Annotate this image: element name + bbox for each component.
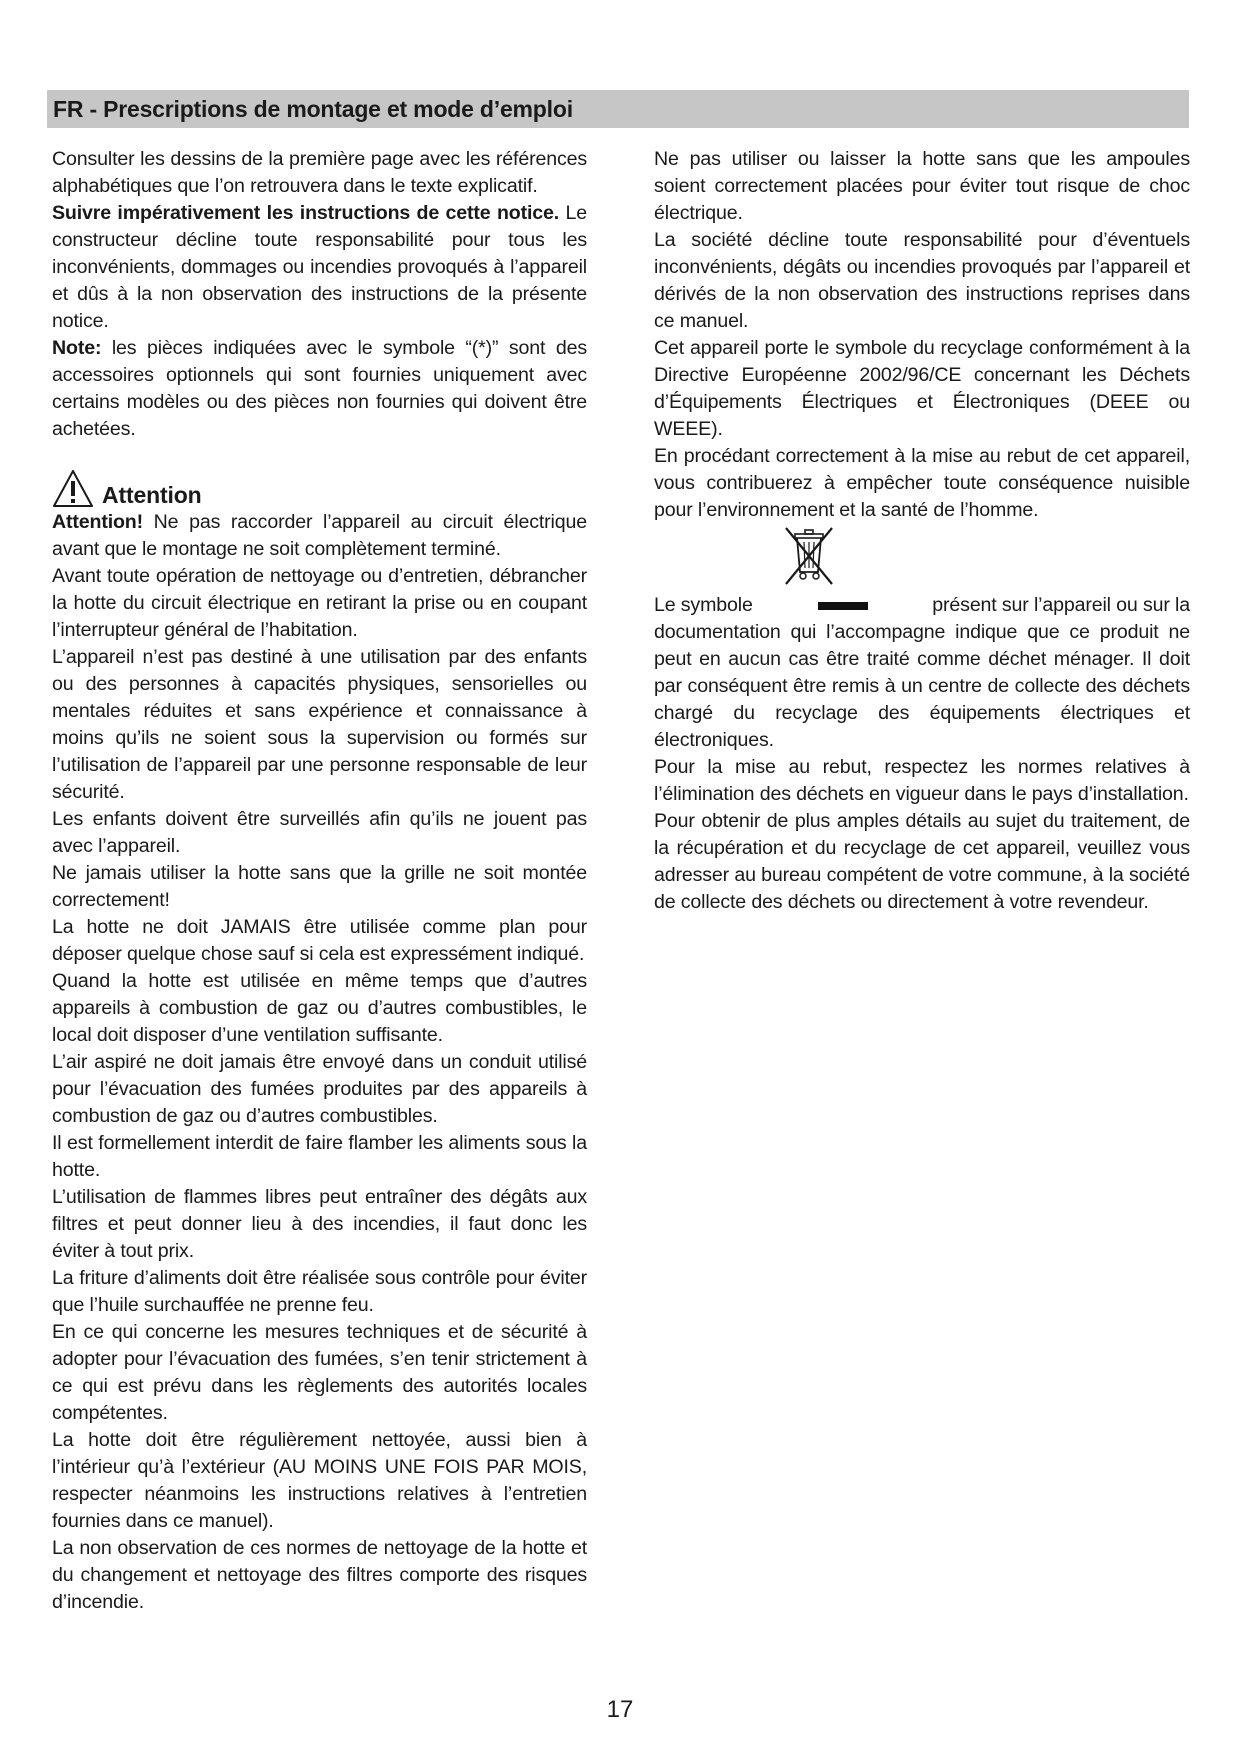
paragraph-ventilation: Quand la hotte est utilisée en même temps que d’autres appareils à combustion de gaz ou d’autres combustibles, le local doit disposer d’une ventilation suffisante. [52,970,587,1046]
warning-triangle-icon [52,469,102,509]
paragraph-frying: La friture d’aliments doit être réalisée sous contrôle pour éviter que l’huile surchauffée ne prenne feu. [52,1267,587,1316]
black-bar-icon [818,602,868,610]
notice-text: Le constructeur décline toute responsabilité pour tous les inconvénients, dommages ou incendies provoqués à l’appareil et dûs à la non observation des instructions de la présente notice. [52,202,588,332]
attention-text: Ne pas raccorder l’appareil au circuit électrique avant que le montage ne soit complètement terminé. [52,511,587,560]
section-header [47,90,1189,128]
paragraph-cleaning: Avant toute opération de nettoyage ou d’entretien, débrancher la hotte du circuit électrique en retirant la prise ou en coupant l’interrupteur général de l’habitation. [52,565,587,641]
intro-paragraph: Consulter les dessins de la première page avec les références alphabétiques que l’on retrouvera dans le texte explicatif. [52,148,587,197]
crossed-out-wheelie-bin-icon [780,524,838,592]
paragraph-children-use: L’appareil n’est pas destiné à une utilisation par des enfants ou des personnes à capacités physiques, sensorielles ou mentales réduites et sans expérience et connaissance à moins qu’ils ne soient sous la supervision ou formés sur l’utilisation de l’appareil par une personne responsable de leur sécurité. [52,646,587,803]
paragraph-weee-directive: Cet appareil porte le symbole du recyclage conformément à la Directive Européenne 2002/96/CE concernant les Déchets d’Équipements Électriques et Électroniques (DEEE ou WEEE). [654,337,1190,440]
weee-symbol-row [654,524,1190,592]
paragraph-flambe: Il est formellement interdit de faire flamber les aliments sous la hotte. [52,1132,587,1181]
note-paragraph [52,335,587,443]
attention-bold-text: Attention! [52,511,143,533]
paragraph-more-details: Pour obtenir de plus amples détails au sujet du traitement, de la récupération et du recyclage de cet appareil, veuillez vous adresser au bureau compétent de votre commune, à la société de collecte des déchets ou directement à votre revendeur. [654,810,1190,913]
symbole-word: Le symbole [654,594,753,616]
paragraph-disposal: En procédant correctement à la mise au rebut de cet appareil, vous contribuerez à empêcher toute conséquence nuisible pour l’environnement et la santé de l’homme. [654,445,1190,521]
attention-paragraph [52,509,587,563]
paragraph-disposal-norms: Pour la mise au rebut, respectez les normes relatives à l’élimination des déchets en vigueur dans le pays d’installation. [654,756,1190,805]
paragraph-fire-risk: La non observation de ces normes de nettoyage de la hotte et du changement et nettoyage des filtres comporte des risques d’incendie. [52,1537,587,1613]
symbole-line [654,592,1190,619]
paragraph-grille: Ne jamais utiliser la hotte sans que la grille ne soit montée correctement! [52,862,587,911]
paragraph-no-shelf: La hotte ne doit JAMAIS être utilisée comme plan pour déposer quelque chose sauf si cela est expressément indiqué. [52,916,587,965]
symbole-after-text: présent sur l’appareil ou sur la [932,594,1190,616]
left-column [52,146,587,1616]
paragraph-bulbs: Ne pas utiliser ou laisser la hotte sans que les ampoules soient correctement placées pour éviter tout risque de choc électrique. [654,148,1190,224]
attention-heading: Attention [102,482,202,508]
symbole-continuation: documentation qui l’accompagne indique que ce produit ne peut en aucun cas être traité comme déchet ménager. Il doit par conséquent être remis à un centre de collecte des déchets chargé du recyclage des équipements électriques et électroniques. [654,621,1190,751]
page-number: 17 [606,1696,634,1723]
paragraph-liability: La société décline toute responsabilité pour d’éventuels inconvénients, dégâts ou incendies provoqués par l’appareil et dérivés de la non observation des instructions reprises dans ce manuel. [654,229,1190,332]
page-title: FR - Prescriptions de montage et mode d’emploi [53,96,573,122]
notice-paragraph [52,200,587,335]
note-label: Note: [52,337,102,359]
right-column [654,146,1190,916]
paragraph-air-duct: L’air aspiré ne doit jamais être envoyé dans un conduit utilisé pour l’évacuation des fumées produites par des appareils à combustion de gaz ou d’autres combustibles. [52,1051,587,1127]
note-text: les pièces indiquées avec le symbole “(*)” sont des accessoires optionnels qui sont fournies uniquement avec certains modèles ou des pièces non fournies qui doivent être achetées. [52,337,587,440]
notice-bold-text: Suivre impérativement les instructions de cette notice. [52,202,560,224]
paragraph-regulations: En ce qui concerne les mesures techniques et de sécurité à adopter pour l’évacuation des fumées, s’en tenir strictement à ce qui est prévu dans les règlements des autorités locales compétentes. [52,1321,587,1424]
attention-heading-row [52,455,587,509]
paragraph-children-supervision: Les enfants doivent être surveillés afin qu’ils ne jouent pas avec l’appareil. [52,808,587,857]
paragraph-open-flames: L’utilisation de flammes libres peut entraîner des dégâts aux filtres et peut donner lieu à des incendies, il faut donc les éviter à tout prix. [52,1186,587,1262]
paragraph-cleaning-frequency: La hotte doit être régulièrement nettoyée, aussi bien à l’intérieur qu’à l’extérieur (AU MOINS UNE FOIS PAR MOIS, respecter néanmoins les instructions relatives à l’entretien fournies dans ce manuel). [52,1429,587,1532]
